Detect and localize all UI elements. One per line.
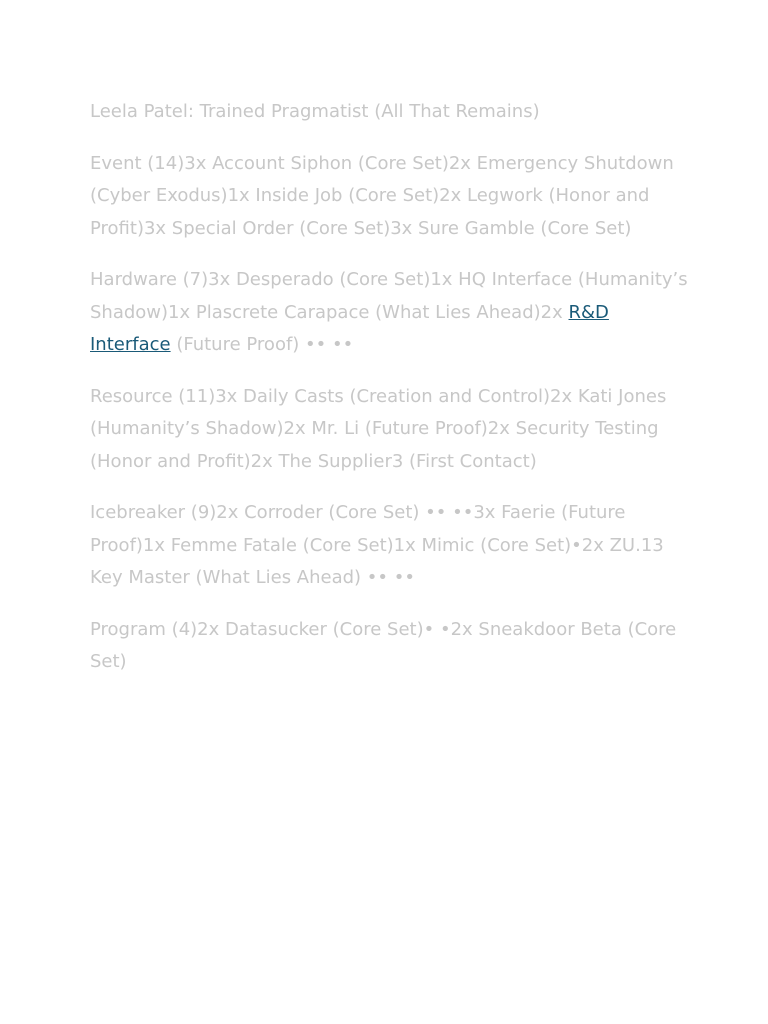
rd-interface-link[interactable]: R&D Interface bbox=[90, 301, 609, 355]
hardware-text-tail: (Future Proof) •• •• bbox=[170, 334, 354, 355]
program-section: Program (4)2x Datasucker (Core Set)• •2x Sneakdoor Beta (Core Set) bbox=[90, 618, 677, 672]
resource-section: Resource (11)3x Daily Casts (Creation and Control)2x Kati Jones (Humanity’s Shadow)2x Mr. Li (Future Proof)2x Security Testing (Honor and Profit)2x The Supplier3 (First Contact) bbox=[90, 385, 667, 472]
icebreaker-section: Icebreaker (9)2x Corroder (Core Set) •• ••3x Faerie (Future Proof)1x Femme Fatale (Core Set)1x Mimic (Core Set)•2x ZU.13 Key Master (What Lies Ahead) •• •• bbox=[90, 502, 664, 588]
identity-title: Leela Patel: Trained Pragmatist (All That Remains) bbox=[90, 101, 540, 122]
event-section: Event (14)3x Account Siphon (Core Set)2x Emergency Shutdown (Cyber Exodus)1x Inside Job (Core Set)2x Legwork (Honor and Profit)3x Special Order (Core Set)3x Sure Gamble (Core Set) bbox=[90, 152, 674, 239]
hardware-text: Hardware (7)3x Desperado (Core Set)1x HQ Interface (Humanity’s Shadow)1x Plascrete Carapace (What Lies Ahead)2x bbox=[90, 269, 688, 323]
hardware-section bbox=[90, 264, 690, 362]
decklist-document bbox=[90, 96, 690, 698]
